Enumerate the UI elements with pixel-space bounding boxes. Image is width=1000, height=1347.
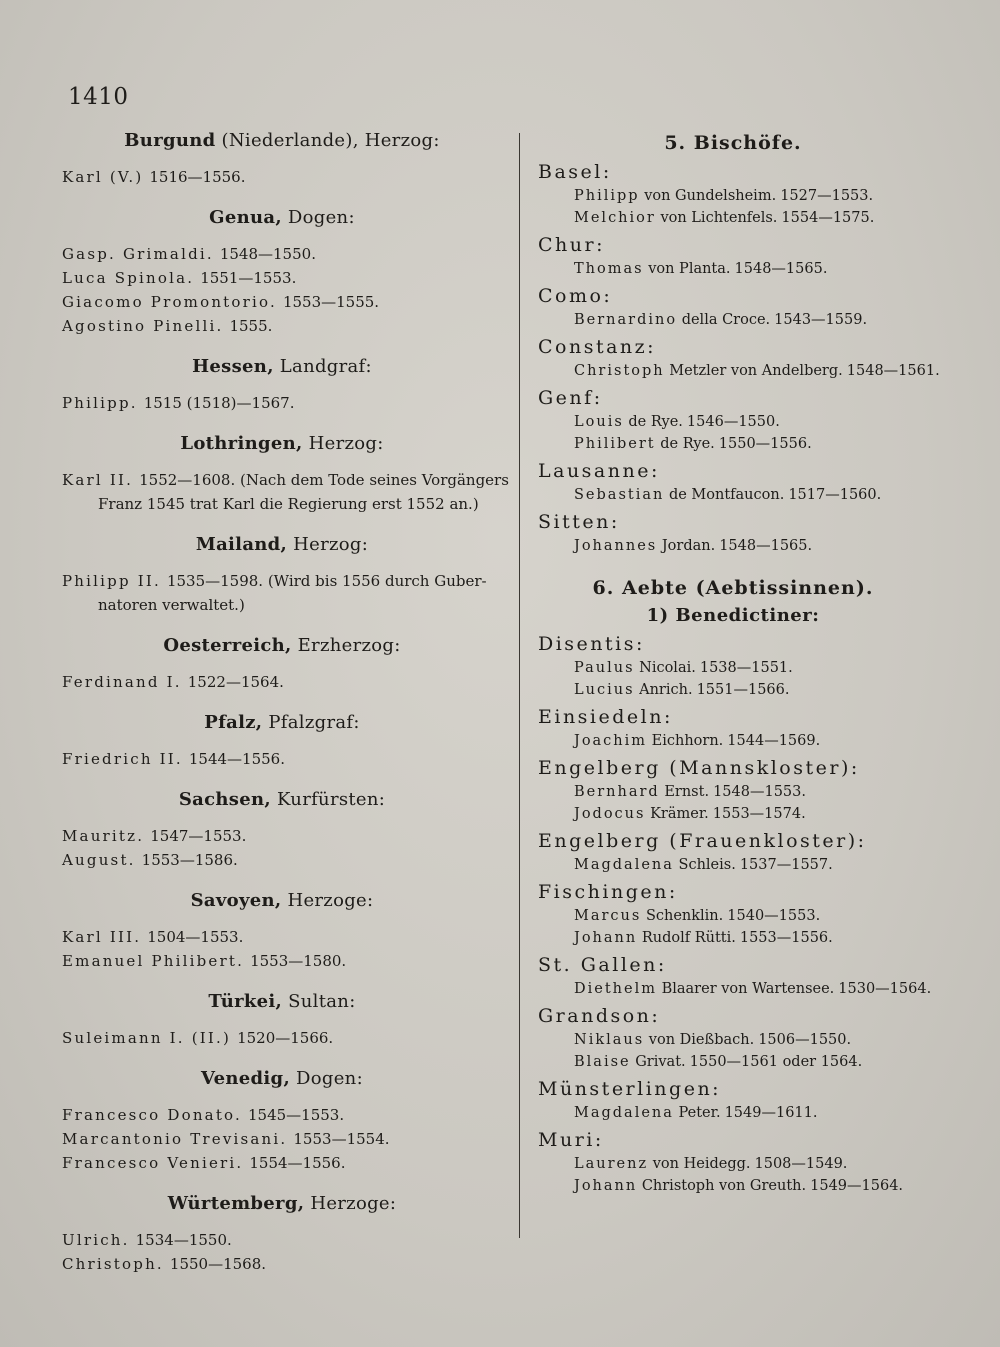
ruler-entry	[62, 165, 502, 189]
ruler-entry	[62, 266, 502, 290]
person-rest: Jordan.	[661, 538, 716, 554]
person-years: 1551—1566.	[696, 682, 790, 698]
person-entry	[538, 185, 928, 207]
heading-bold: Venedig,	[201, 1068, 291, 1089]
ruler-years: 1516—1556.	[149, 168, 246, 186]
person-years: 1537—1557.	[739, 857, 833, 873]
place-name: Basel:	[538, 161, 612, 183]
person-rest: Metzler von Andelberg.	[669, 363, 843, 379]
heading-bold: Mailand,	[195, 534, 288, 555]
person-rest: Christoph von Greuth.	[641, 1178, 807, 1194]
person-rest: Schleis.	[678, 857, 736, 873]
person-years: 1508—1549.	[754, 1156, 848, 1172]
person-name: Diethelm	[574, 981, 657, 997]
section-heading	[62, 789, 502, 810]
person-entry	[538, 207, 928, 229]
person-rest: von Planta.	[648, 261, 731, 277]
heading-rest: Herzoge:	[304, 1193, 397, 1214]
section-heading	[62, 534, 502, 555]
ruler-block	[62, 1193, 502, 1276]
ruler-entry	[62, 1151, 502, 1175]
person-name: Blaise	[574, 1054, 631, 1070]
person-entry	[538, 309, 928, 331]
left-column	[62, 120, 509, 1294]
place-name: St. Gallen:	[538, 954, 667, 976]
person-entry	[538, 730, 928, 752]
ruler-entry	[62, 670, 502, 694]
ruler-name: Luca Spinola.	[62, 269, 195, 287]
section-heading	[62, 712, 502, 733]
person-years: 1540—1553.	[727, 908, 821, 924]
person-name: Johannes	[574, 538, 658, 554]
ruler-block	[62, 207, 502, 338]
heading-bold: Genua,	[209, 207, 282, 228]
section-heading	[62, 991, 502, 1012]
person-name: Johann	[574, 1178, 638, 1194]
ruler-name: Suleimann I. (II.)	[62, 1029, 232, 1047]
person-name: Melchior	[574, 210, 656, 226]
person-years: 1553—1556.	[739, 930, 833, 946]
ruler-name: August.	[62, 851, 136, 869]
person-rest: de Rye.	[660, 436, 715, 452]
section-heading	[62, 635, 502, 656]
person-name: Niklaus	[574, 1032, 645, 1048]
person-name: Christoph	[574, 363, 665, 379]
person-name: Bernardino	[574, 312, 678, 328]
ruler-note: Franz 1545 trat Karl die Regierung erst 1552 an.)	[98, 495, 479, 513]
person-entry	[538, 978, 932, 1000]
ruler-entry	[62, 1127, 502, 1151]
person-rest: Anrich.	[639, 682, 693, 698]
person-years: 1517—1560.	[788, 487, 882, 503]
person-rest: Rudolf Rütti.	[641, 930, 736, 946]
person-rest: de Rye.	[628, 414, 683, 430]
place-name: Chur:	[538, 234, 605, 256]
section-heading	[62, 1193, 502, 1214]
ruler-years: 1547—1553.	[150, 827, 247, 845]
person-entry	[538, 1029, 928, 1051]
place-name: Sitten:	[538, 511, 620, 533]
ruler-block	[62, 712, 502, 771]
ruler-years: 1555.	[229, 317, 273, 335]
ruler-block	[62, 130, 502, 189]
ruler-block	[62, 534, 502, 617]
person-years: 1530—1564.	[838, 981, 932, 997]
person-name: Joachim	[574, 733, 648, 749]
heading-rest: Dogen:	[290, 1068, 363, 1089]
place-name: Lausanne:	[538, 460, 660, 482]
person-years: 1550—1561 oder 1564.	[689, 1054, 863, 1070]
heading-rest: Kurfürsten:	[270, 789, 386, 810]
section-heading	[62, 356, 502, 377]
ruler-years: 1554—1556.	[249, 1154, 346, 1172]
place-name: Muri:	[538, 1129, 604, 1151]
heading-rest: Landgraf:	[273, 356, 372, 377]
person-name: Sebastian	[574, 487, 665, 503]
section-heading	[62, 207, 502, 228]
ruler-entry	[62, 925, 502, 949]
place-name: Disentis:	[538, 633, 645, 655]
ruler-name: Ferdinand I.	[62, 673, 182, 691]
section-heading	[62, 1068, 502, 1089]
person-name: Jodocus	[574, 806, 646, 822]
person-years: 1538—1551.	[699, 660, 793, 676]
section-6-title: 6. Aebte (Aebtissinnen).	[592, 577, 874, 599]
ruler-years: 1534—1550.	[135, 1231, 232, 1249]
ruler-name: Ulrich.	[62, 1231, 130, 1249]
person-years: 1548—1565.	[719, 538, 813, 554]
section-6-subtitle: 1) Benedictiner:	[646, 605, 820, 626]
person-name: Paulus	[574, 660, 635, 676]
ruler-name: Gasp. Grimaldi.	[62, 245, 214, 263]
ruler-entry	[62, 1228, 502, 1252]
place-name: Constanz:	[538, 336, 657, 358]
ruler-block	[62, 991, 502, 1050]
page-number: 1410	[68, 84, 129, 110]
ruler-entry	[62, 391, 502, 415]
place-name: Genf:	[538, 387, 603, 409]
person-years: 1543—1559.	[774, 312, 868, 328]
heading-bold: Hessen,	[192, 356, 274, 377]
person-years: 1549—1564.	[810, 1178, 904, 1194]
ruler-name: Agostino Pinelli.	[62, 317, 224, 335]
person-years: 1553—1574.	[712, 806, 806, 822]
ruler-years: 1553—1586.	[141, 851, 238, 869]
ruler-name: Christoph.	[62, 1255, 164, 1273]
person-years: 1548—1561.	[846, 363, 940, 379]
ruler-entry	[62, 593, 502, 617]
person-rest: Peter.	[678, 1105, 721, 1121]
ruler-entry	[62, 848, 502, 872]
person-name: Thomas	[574, 261, 644, 277]
right-column	[538, 120, 940, 1197]
person-years: 1548—1565.	[734, 261, 828, 277]
person-name: Magdalena	[574, 857, 674, 873]
ruler-name: Philipp.	[62, 394, 138, 412]
heading-bold: Türkei,	[208, 991, 283, 1012]
place-name: Einsiedeln:	[538, 706, 673, 728]
person-entry	[538, 433, 928, 455]
section-heading	[62, 130, 502, 151]
ruler-block	[62, 890, 502, 973]
ruler-entry	[62, 1026, 502, 1050]
ruler-years: 1544—1556.	[188, 750, 285, 768]
person-years: 1549—1611.	[724, 1105, 818, 1121]
person-rest: Blaarer von Wartensee.	[661, 981, 835, 997]
ruler-years: 1552—1608. (Nach dem Tode seines Vorgängers	[139, 471, 509, 489]
ruler-years: 1553—1555.	[282, 293, 380, 311]
person-name: Marcus	[574, 908, 642, 924]
ruler-block	[62, 433, 509, 516]
person-years: 1554—1575.	[781, 210, 875, 226]
ruler-entry	[62, 1252, 502, 1276]
person-name: Johann	[574, 930, 638, 946]
ruler-years: 1550—1568.	[169, 1255, 267, 1273]
heading-bold: Pfalz,	[204, 712, 263, 733]
person-years: 1550—1556.	[718, 436, 812, 452]
person-name: Philipp	[574, 188, 640, 204]
person-rest: Ernst.	[664, 784, 710, 800]
ruler-entry	[62, 290, 502, 314]
ruler-years: 1535—1598. (Wird bis 1556 durch Guber-	[166, 572, 487, 590]
person-entry	[538, 535, 928, 557]
person-entry	[538, 803, 928, 825]
ruler-name: Emanuel Philibert.	[62, 952, 245, 970]
heading-bold: Oesterreich,	[163, 635, 292, 656]
ruler-entry	[62, 242, 502, 266]
ruler-name: Karl (V.)	[62, 168, 144, 186]
ruler-name: Friedrich II.	[62, 750, 183, 768]
section-6-list	[538, 632, 932, 1197]
ruler-name: Mauritz.	[62, 827, 145, 845]
person-rest: Grivat.	[635, 1054, 686, 1070]
place-name: Como:	[538, 285, 613, 307]
ruler-years: 1553—1554.	[293, 1130, 390, 1148]
ruler-name: Karl II.	[62, 471, 134, 489]
person-rest: von Heidegg.	[652, 1156, 751, 1172]
person-entry	[538, 1153, 928, 1175]
person-entry	[538, 781, 928, 803]
heading-bold: Savoyen,	[190, 890, 282, 911]
person-years: 1548—1553.	[713, 784, 806, 800]
ruler-years: 1551—1553.	[200, 269, 297, 287]
ruler-name: Marcantonio Trevisani.	[62, 1130, 288, 1148]
person-name: Laurenz	[574, 1156, 649, 1172]
heading-rest: Herzog:	[287, 534, 369, 555]
person-years: 1544—1569.	[727, 733, 821, 749]
ruler-name: Karl III.	[62, 928, 142, 946]
ruler-entry	[62, 824, 502, 848]
ruler-entry	[62, 1103, 502, 1127]
section-heading	[62, 890, 502, 911]
person-rest: von Gundelsheim.	[644, 188, 777, 204]
ruler-entry	[62, 492, 502, 516]
ruler-entry	[62, 314, 502, 338]
section-heading	[62, 433, 502, 454]
ruler-note: natoren verwaltet.)	[98, 596, 245, 614]
heading-bold: Lothringen,	[180, 433, 303, 454]
person-entry	[538, 1175, 928, 1197]
ruler-years: 1522—1564.	[187, 673, 284, 691]
place-name: Engelberg (Mannskloster):	[538, 757, 860, 779]
person-entry	[538, 927, 928, 949]
person-entry	[538, 679, 928, 701]
ruler-name: Philipp II.	[62, 572, 161, 590]
section-5-title: 5. Bischöfe.	[664, 132, 802, 154]
heading-bold: Würtemberg,	[167, 1193, 305, 1214]
ruler-block	[62, 356, 502, 415]
person-entry	[538, 484, 928, 506]
section-5-list	[538, 160, 940, 557]
ruler-entry	[62, 569, 502, 593]
ruler-name: Francesco Donato.	[62, 1106, 242, 1124]
person-entry	[538, 1051, 928, 1073]
person-name: Bernhard	[574, 784, 660, 800]
person-entry	[538, 258, 928, 280]
person-years: 1546—1550.	[686, 414, 780, 430]
ruler-name: Giacomo Promontorio.	[62, 293, 277, 311]
ruler-entry	[62, 949, 502, 973]
place-name: Grandson:	[538, 1005, 661, 1027]
heading-rest: (Niederlande), Herzog:	[215, 130, 440, 151]
person-rest: Nicolai.	[639, 660, 696, 676]
person-rest: della Croce.	[681, 312, 771, 328]
ruler-years: 1545—1553.	[247, 1106, 345, 1124]
heading-rest: Dogen:	[281, 207, 355, 228]
person-entry	[538, 905, 928, 927]
person-name: Philibert	[574, 436, 656, 452]
place-name: Engelberg (Frauenkloster):	[538, 830, 867, 852]
person-years: 1506—1550.	[758, 1032, 852, 1048]
ruler-name: Francesco Venieri.	[62, 1154, 244, 1172]
heading-bold: Burgund	[124, 130, 216, 151]
person-name: Lucius	[574, 682, 635, 698]
person-rest: von Dießbach.	[648, 1032, 755, 1048]
heading-rest: Herzoge:	[281, 890, 374, 911]
ruler-years: 1515 (1518)—1567.	[143, 394, 295, 412]
heading-rest: Pfalzgraf:	[262, 712, 360, 733]
person-rest: de Montfaucon.	[668, 487, 785, 503]
person-rest: Schenklin.	[645, 908, 724, 924]
place-name: Münsterlingen:	[538, 1078, 722, 1100]
column-divider	[519, 133, 520, 1238]
person-rest: von Lichtenfels.	[660, 210, 778, 226]
ruler-block	[62, 635, 502, 694]
person-rest: Eichhorn.	[651, 733, 724, 749]
person-entry	[538, 360, 940, 382]
heading-rest: Sultan:	[282, 991, 356, 1012]
person-name: Magdalena	[574, 1105, 674, 1121]
ruler-block	[62, 789, 502, 872]
ruler-block	[62, 1068, 502, 1175]
ruler-years: 1520—1566.	[237, 1029, 334, 1047]
heading-rest: Erzherzog:	[291, 635, 401, 656]
ruler-entry	[62, 747, 502, 771]
person-entry	[538, 411, 928, 433]
person-entry	[538, 657, 928, 679]
heading-rest: Herzog:	[302, 433, 384, 454]
place-name: Fischingen:	[538, 881, 678, 903]
ruler-entry	[62, 468, 509, 492]
person-rest: Krämer.	[650, 806, 709, 822]
person-name: Louis	[574, 414, 624, 430]
ruler-years: 1504—1553.	[147, 928, 244, 946]
ruler-years: 1553—1580.	[250, 952, 347, 970]
person-entry	[538, 854, 928, 876]
ruler-years: 1548—1550.	[219, 245, 316, 263]
person-entry	[538, 1102, 928, 1124]
heading-bold: Sachsen,	[178, 789, 271, 810]
person-years: 1527—1553.	[780, 188, 874, 204]
